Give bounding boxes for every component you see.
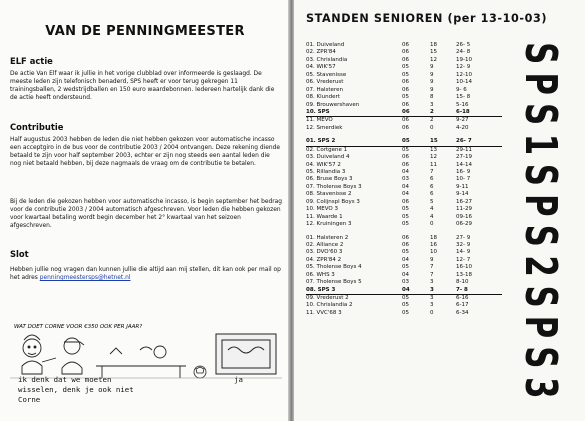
games-played: 05 xyxy=(402,213,409,220)
games-played: 06 xyxy=(402,117,409,124)
vertical-label-letter: 3 xyxy=(515,377,567,399)
paragraph-elf-actie: De actie Van Elf waar ik jullie in het vorige clubblad over informeerde is geslaagd. De meeste leden zijn telefonisch benaderd, SPS heeft er voor terug gekregen 11 trainingsballen, 2 wedstrijdballen en 150 euro waardebonnen. Iedereen hartelijk dank die de actie heeft ondersteund. xyxy=(10,71,275,102)
vertical-label-letter: 2 xyxy=(515,255,567,277)
table-row xyxy=(306,257,502,264)
standings-tables xyxy=(306,42,502,317)
paragraph-slot xyxy=(10,266,282,282)
page-title: VAN DE PENNINGMEESTER xyxy=(45,24,245,39)
points: 4 xyxy=(430,206,434,213)
table-row xyxy=(306,109,502,117)
goal-difference: 6-16 xyxy=(456,295,469,301)
team-name: 07. Tholense Boys 3 xyxy=(306,183,362,190)
team-name: 10. Chrislandia 2 xyxy=(306,302,353,309)
games-played: 05 xyxy=(402,138,410,145)
team-name: 02. Cortgene 1 xyxy=(306,146,348,153)
vertical-label-letter: S xyxy=(515,163,567,186)
table-row xyxy=(306,249,502,256)
table-row xyxy=(306,176,502,183)
section-heading-slot: Slot xyxy=(10,249,29,259)
points: 5 xyxy=(430,198,434,205)
table-row xyxy=(306,199,502,206)
table-row xyxy=(306,264,502,271)
vertical-label-letter: P xyxy=(515,194,567,217)
games-played: 05 xyxy=(402,264,409,271)
points: 9 xyxy=(430,79,434,86)
points: 13 xyxy=(430,146,437,153)
team-name: 06. Vrederust xyxy=(306,79,344,86)
points: 7 xyxy=(430,271,434,278)
table-row xyxy=(306,295,502,302)
points: 3 xyxy=(430,302,434,309)
table-row xyxy=(306,64,502,71)
table-row xyxy=(306,138,502,146)
table-row xyxy=(306,79,502,86)
team-name: 02. ZPR'84 xyxy=(306,49,336,56)
games-played: 05 xyxy=(402,206,409,213)
points: 9 xyxy=(430,256,434,263)
goal-difference: 9-11 xyxy=(456,183,469,190)
games-played: 04 xyxy=(402,271,409,278)
games-played: 04 xyxy=(402,286,410,293)
team-name: 05. Rillandia 3 xyxy=(306,169,346,175)
points: 15 xyxy=(430,138,438,145)
team-name: 08. SPS 3 xyxy=(306,286,336,293)
goal-difference: 09-16 xyxy=(456,213,472,220)
goal-difference: 5-16 xyxy=(456,101,469,108)
cartoon-quote: ik denk dat we moeten wisselen, denk je ook niet Corne xyxy=(18,375,134,404)
games-played: 05 xyxy=(402,94,409,101)
goal-difference: 24- 8 xyxy=(456,49,471,56)
points: 3 xyxy=(430,101,434,108)
goal-difference: 15- 8 xyxy=(456,94,471,101)
games-played: 06 xyxy=(402,154,409,161)
table-row xyxy=(306,235,502,242)
table-row xyxy=(306,302,502,309)
goal-difference: 9-14 xyxy=(456,191,469,198)
goal-difference: 12- 9 xyxy=(456,64,471,71)
table-row xyxy=(306,279,502,286)
goal-difference: 6-17 xyxy=(456,302,469,309)
games-played: 05 xyxy=(402,71,409,78)
team-name: 03. Duiveland 4 xyxy=(306,154,350,161)
games-played: 05 xyxy=(402,221,409,228)
table-row xyxy=(306,102,502,109)
goal-difference: 27-19 xyxy=(456,154,472,161)
team-name: 03. Chrislandia xyxy=(306,56,348,63)
goal-difference: 12-10 xyxy=(456,71,472,78)
team-name: 12. Kruiningen 3 xyxy=(306,221,352,228)
games-played: 06 xyxy=(402,101,409,108)
cartoon-reply: ja xyxy=(234,375,243,384)
team-name: 09. Colijnspl Boys 3 xyxy=(306,198,360,205)
points: 2 xyxy=(430,117,434,124)
points: 0 xyxy=(430,221,434,228)
games-played: 05 xyxy=(402,295,409,301)
games-played: 06 xyxy=(402,79,409,86)
points: 6 xyxy=(430,183,434,190)
goal-difference: 12- 7 xyxy=(456,256,471,263)
table-row xyxy=(306,162,502,169)
team-labels-vertical xyxy=(504,38,578,403)
table-row xyxy=(306,87,502,94)
points: 18 xyxy=(430,234,437,241)
table-row xyxy=(306,242,502,249)
games-played: 04 xyxy=(402,169,409,175)
goal-difference: 9-27 xyxy=(456,117,469,124)
table-row xyxy=(306,206,502,213)
team-name: 07. Tholense Boys 5 xyxy=(306,279,362,286)
vertical-label-letter: S xyxy=(515,285,567,308)
goal-difference: 06-29 xyxy=(456,221,472,228)
goal-difference: 19-10 xyxy=(456,56,472,63)
games-played: 04 xyxy=(402,191,409,198)
games-played: 05 xyxy=(402,146,409,153)
goal-difference: 6-18 xyxy=(456,108,470,115)
goal-difference: 10-14 xyxy=(456,79,472,86)
table-row xyxy=(306,272,502,279)
cartoon-figure-left xyxy=(22,335,56,374)
games-played: 06 xyxy=(402,56,409,63)
goal-difference: 13-18 xyxy=(456,271,472,278)
points: 7 xyxy=(430,264,434,271)
team-name: 08. Stavenisse 2 xyxy=(306,191,352,198)
goal-difference: 11-29 xyxy=(456,206,472,213)
table-row xyxy=(306,184,502,191)
table-row xyxy=(306,287,502,295)
table-row xyxy=(306,72,502,79)
points: 6 xyxy=(430,191,434,198)
team-name: 11. MEVO xyxy=(306,117,333,124)
games-played: 06 xyxy=(402,42,409,48)
team-name: 04. WIK'57 xyxy=(306,64,336,71)
team-name: 11. VVC'68 3 xyxy=(306,309,342,316)
vertical-label-letter: S xyxy=(515,224,567,247)
points: 0 xyxy=(430,309,434,316)
points: 11 xyxy=(430,161,437,168)
points: 3 xyxy=(430,295,434,301)
games-played: 04 xyxy=(402,183,409,190)
goal-difference: 10- 7 xyxy=(456,176,471,183)
team-name: 06. WHS 3 xyxy=(306,271,335,278)
points: 16 xyxy=(430,241,437,248)
points: 9 xyxy=(430,71,434,78)
games-played: 05 xyxy=(402,302,409,309)
section-heading-contributie: Contributie xyxy=(10,122,64,132)
cartoon-screen xyxy=(216,334,276,374)
goal-difference: 9- 6 xyxy=(456,86,467,93)
table-row xyxy=(306,214,502,221)
team-name: 02. Alliance 2 xyxy=(306,241,344,248)
games-played: 06 xyxy=(402,198,409,205)
table-row xyxy=(306,49,502,56)
goal-difference: 32- 9 xyxy=(456,241,471,248)
games-played: 06 xyxy=(402,234,409,241)
team-name: 04. WIK'57 2 xyxy=(306,161,341,168)
section-heading-elf-actie: ELF actie xyxy=(10,56,53,66)
points: 10 xyxy=(430,249,437,256)
points: 12 xyxy=(430,154,437,161)
goal-difference: 7- 8 xyxy=(456,286,468,293)
goal-difference: 8-10 xyxy=(456,279,469,286)
vertical-label-letter: S xyxy=(515,42,567,65)
table-row xyxy=(306,94,502,101)
goal-difference: 27- 9 xyxy=(456,234,471,241)
points: 3 xyxy=(430,286,434,293)
cartoon-caption: WAT DOET CORNE VOOR €350 OOK PER JAAR? xyxy=(14,324,143,330)
paragraph-contributie-2: Bij de leden die gekozen hebben voor automatische incasso, is begin september het bedrag voor de contributie 2003 / 2004 automatisch afgeschreven. Voor leden die hebben gekozen voor kwartaal betaling wordt begin december het 2° kwartaal van het seizoen afgeschreven. xyxy=(10,199,282,230)
slot-text: Hebben jullie nog vragen dan kunnen jullie die altijd aan mij stellen, dit kan ook per mail op het adres xyxy=(10,267,281,282)
table-row xyxy=(306,147,502,154)
paragraph-contributie-1: Half augustus 2003 hebben de leden die niet hebben gekozen voor automatische incasso een acceptgiro in de bus voor de contributie 2003 / 2004 ontvangen. Deze rekening diende betaald te zijn voor half september 2003, echter er zijn nog steeds een aantal leden die nog niet betaald hebben, bij deze nagmaals de vraag om de contributie te betalen. xyxy=(10,137,280,168)
team-name: 01. Duiveland xyxy=(306,42,345,48)
vertical-label-letter: P xyxy=(515,315,567,339)
standings-title: STANDEN SENIOREN (per 13-10-03) xyxy=(306,12,548,25)
games-played: 05 xyxy=(402,309,409,316)
table-row xyxy=(306,154,502,161)
points: 4 xyxy=(430,213,434,220)
games-played: 03 xyxy=(402,176,409,183)
team-name: 12. Smerdiek xyxy=(306,124,343,131)
table-row xyxy=(306,169,502,176)
goal-difference: 26- 5 xyxy=(456,42,471,48)
points: 9 xyxy=(430,86,434,93)
vertical-label-letter: P xyxy=(515,72,567,95)
points: 6 xyxy=(430,176,434,183)
games-played: 04 xyxy=(402,256,409,263)
points: 12 xyxy=(430,56,437,63)
team-name: 04. ZPR'84 2 xyxy=(306,256,342,263)
standings-table xyxy=(306,138,502,228)
cartoon-figure-middle xyxy=(62,338,84,374)
points: 18 xyxy=(430,42,437,48)
table-row xyxy=(306,117,502,124)
team-name: 09. Brouwershaven xyxy=(306,101,360,108)
goal-difference: 14- 9 xyxy=(456,249,471,256)
team-name: 09. Vrederust 2 xyxy=(306,295,349,301)
table-row xyxy=(306,125,502,132)
games-played: 03 xyxy=(402,279,409,286)
team-name: 10. MEVO 3 xyxy=(306,206,338,213)
points: 9 xyxy=(430,64,434,71)
games-played: 05 xyxy=(402,249,409,256)
vertical-label-letter: S xyxy=(515,346,567,369)
games-played: 06 xyxy=(402,108,410,115)
standings-table xyxy=(306,42,502,132)
points: 7 xyxy=(430,169,434,175)
standings-table xyxy=(306,235,502,318)
team-name: 05. Tholense Boys 4 xyxy=(306,264,362,271)
points: 0 xyxy=(430,124,434,131)
points: 15 xyxy=(430,49,437,56)
goal-difference: 14-14 xyxy=(456,161,472,168)
goal-difference: 29-11 xyxy=(456,146,472,153)
team-name: 01. SPS 2 xyxy=(306,138,336,145)
goal-difference: 16- 9 xyxy=(456,169,471,175)
right-page xyxy=(294,0,585,421)
table-row xyxy=(306,191,502,198)
team-name: 10. SPS xyxy=(306,108,330,115)
team-name: 03. DVO'60 3 xyxy=(306,249,343,256)
goal-difference: 6-34 xyxy=(456,309,469,316)
team-name: 01. Halsteren 2 xyxy=(306,234,349,241)
table-row xyxy=(306,42,502,49)
table-row xyxy=(306,310,502,317)
goal-difference: 26- 7 xyxy=(456,138,472,145)
points: 3 xyxy=(430,279,434,286)
goal-difference: 4-20 xyxy=(456,124,469,131)
email-link[interactable]: penningmeestersps@hetnet.nl xyxy=(39,275,131,282)
goal-difference: 16-10 xyxy=(456,264,472,271)
team-name: 07. Halsteren xyxy=(306,86,343,93)
games-played: 06 xyxy=(402,86,409,93)
cartoon-bench xyxy=(96,346,186,378)
goal-difference: 16-27 xyxy=(456,198,472,205)
vertical-label-letter: S xyxy=(515,102,567,126)
games-played: 06 xyxy=(402,241,409,248)
team-name: 05. Stavenisse xyxy=(306,71,347,78)
vertical-label-letter: 1 xyxy=(515,133,567,156)
games-played: 06 xyxy=(402,49,409,56)
points: 2 xyxy=(430,108,434,115)
games-played: 06 xyxy=(402,124,409,131)
team-name: 06. Bruse Boys 3 xyxy=(306,176,353,183)
left-page xyxy=(0,0,290,421)
games-played: 05 xyxy=(402,64,409,71)
table-row xyxy=(306,221,502,228)
team-name: 11. Waarde 1 xyxy=(306,213,343,220)
games-played: 06 xyxy=(402,161,409,168)
points: 8 xyxy=(430,94,434,101)
team-name: 08. Klundert xyxy=(306,94,340,101)
table-row xyxy=(306,57,502,64)
